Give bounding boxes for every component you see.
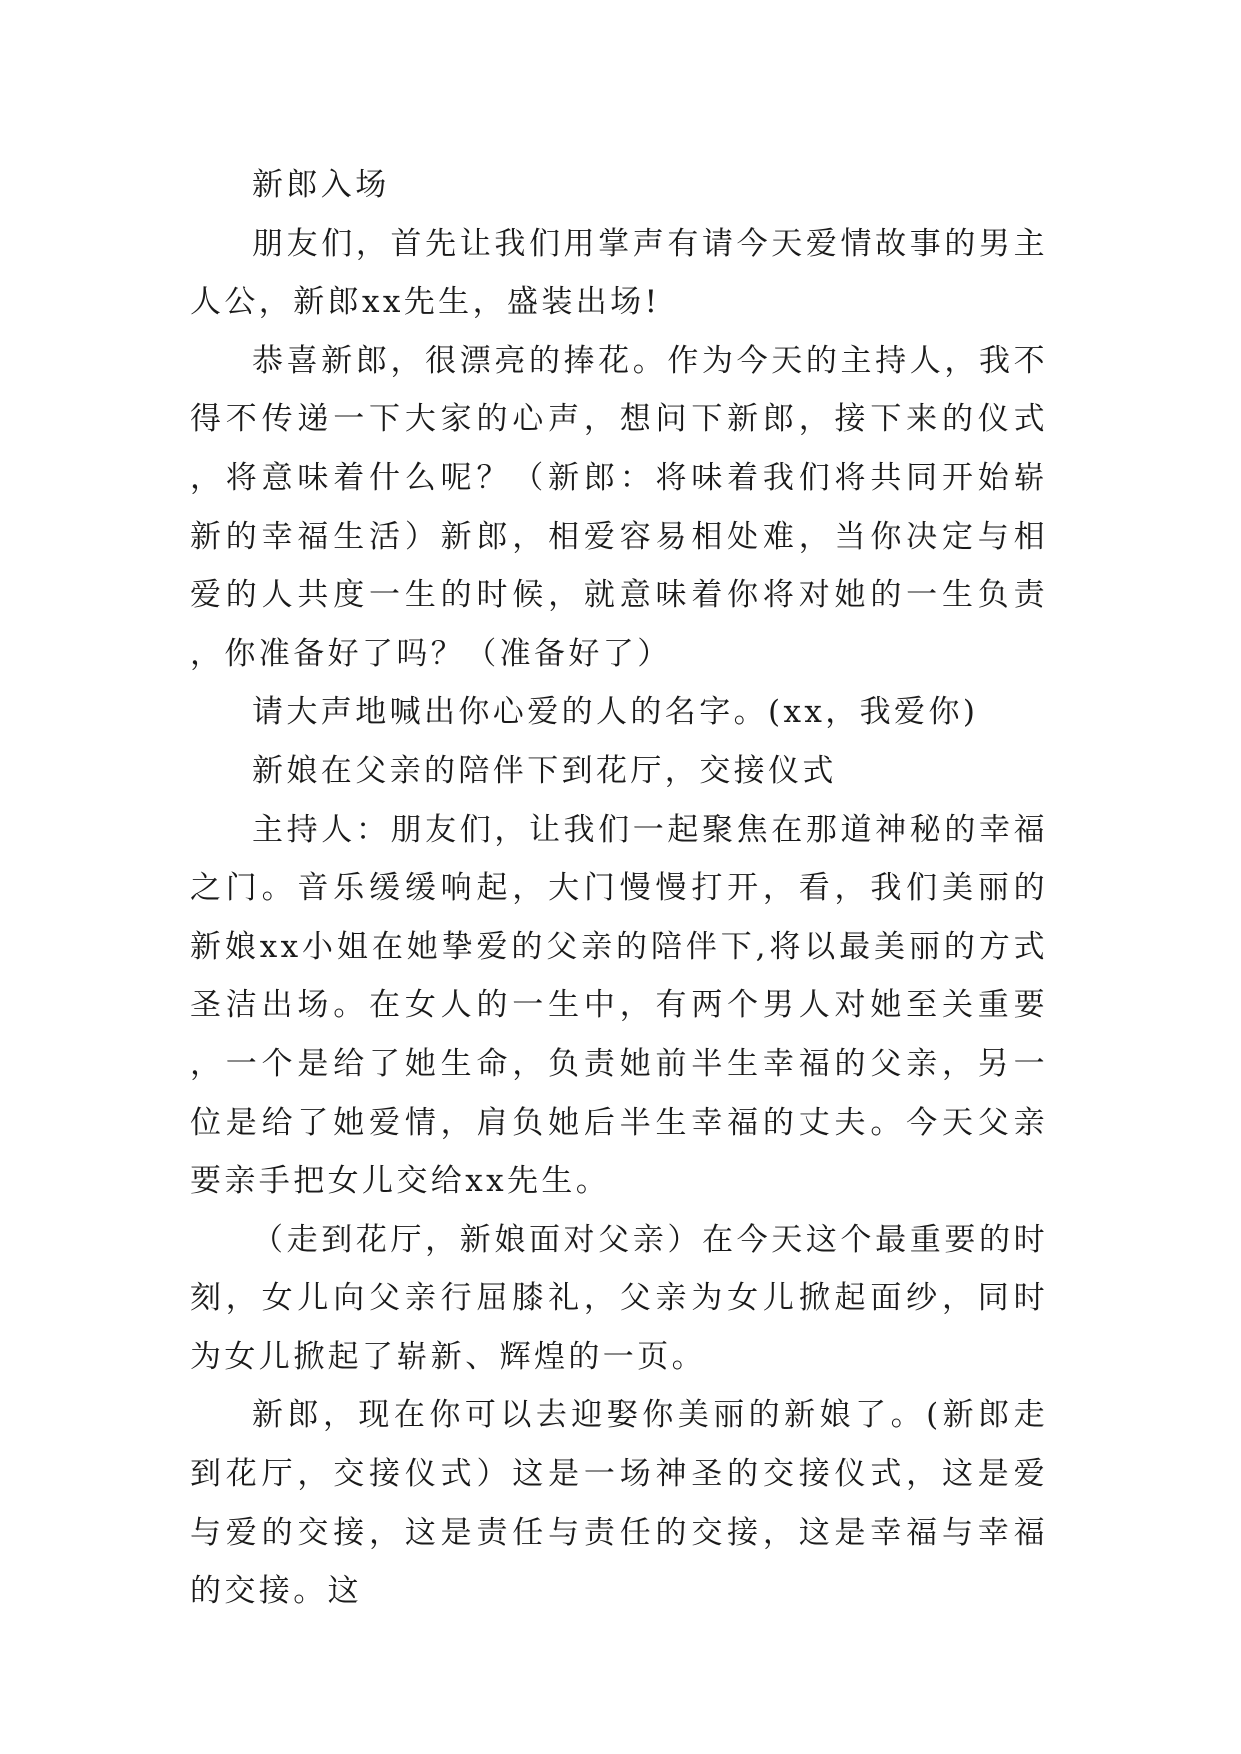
paragraph-handover: 新郎，现在你可以去迎娶你美丽的新娘了。(新郎走到花厅，交接仪式）这是一场神圣的交接仪式，这是爱与爱的交接，这是责任与责任的交接，这是幸福与幸福的交接。这 xyxy=(190,1397,1048,1610)
paragraph-groom-invitation: 朋友们，首先让我们用掌声有请今天爱情故事的男主人公，新郎xx先生，盛装出场! xyxy=(190,225,1048,321)
paragraph-host-speech: 主持人：朋友们，让我们一起聚焦在那道神秘的幸福之门。音乐缓缓响起，大门慢慢打开，看，我们美丽的新娘xx小姐在她挚爱的父亲的陪伴下,将以最美丽的方式圣洁出场。在女人的一生中，有两个男人对她至关重要，一个是给了她生命，负责她前半生幸福的父亲，另一位是给了她爱情，肩负她后半生幸福的丈夫。今天父亲要亲手把女儿交给xx先生。 xyxy=(190,811,1048,1200)
document-body xyxy=(190,156,1048,1621)
paragraph-groom-entrance: 新郎入场 xyxy=(252,167,390,203)
paragraph-bride-arrival: 新娘在父亲的陪伴下到花厅，交接仪式 xyxy=(252,752,837,789)
paragraph-call-name: 请大声地喊出你心爱的人的名字。(xx，我爱你) xyxy=(252,694,979,731)
paragraph-groom-question: 恭喜新郎，很漂亮的捧花。作为今天的主持人，我不得不传递一下大家的心声，想问下新郎，接下来的仪式，将意味着什么呢？（新郎：将味着我们将共同开始崭新的幸福生活）新郎，相爱容易相处难，当你决定与相爱的人共度一生的时候，就意味着你将对她的一生负责，你准备好了吗？（准备好了） xyxy=(190,342,1048,672)
paragraph-father-moment: （走到花厅，新娘面对父亲）在今天这个最重要的时刻，女儿向父亲行屈膝礼，父亲为女儿掀起面纱，同时为女儿掀起了崭新、辉煌的一页。 xyxy=(190,1221,1048,1375)
